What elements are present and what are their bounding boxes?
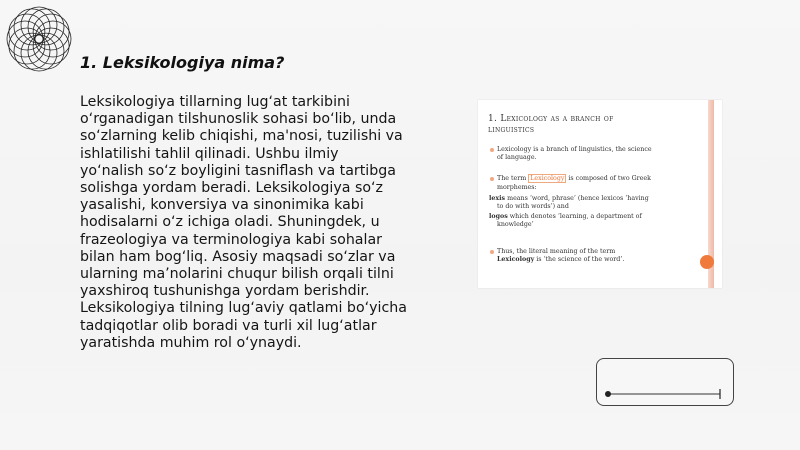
- body-line: o‘rganadigan tilshunoslik sohasi bo‘lib, unda: [80, 111, 397, 128]
- timeline-slider-widget[interactable]: [596, 358, 734, 406]
- reference-text: logos which denotes ‘learning, a department of: [489, 213, 642, 220]
- slide-title: 1. Leksikologiya nima?: [80, 53, 285, 72]
- spirograph-ring: [21, 7, 57, 43]
- spirograph-ring: [21, 35, 57, 71]
- body-line: Leksikologiya tilning lug‘aviy qatlami bo‘yicha: [80, 300, 407, 317]
- spirograph-rings-icon: [4, 4, 74, 74]
- spirograph-ring: [35, 21, 71, 57]
- reference-text: of language.: [497, 154, 537, 161]
- reference-text: Lexicology is ‘the science of the word’.: [497, 256, 625, 263]
- body-line: hodisalarni o‘z ichiga oladi. Shuningdek, u: [80, 214, 380, 231]
- body-line: frazeologiya va terminologiya kabi sohalar: [80, 231, 382, 248]
- slider-start-knob[interactable]: [605, 391, 611, 397]
- reference-title: 1. Lexicology as a branch of linguistics: [488, 114, 614, 135]
- reference-text: knowledge’: [497, 221, 534, 228]
- reference-bullet: The term Lexicology is composed of two Greek: [497, 175, 651, 182]
- reference-text: to do with words’) and: [497, 203, 569, 210]
- spirograph-ring: [7, 21, 43, 57]
- reference-text: morphemes:: [497, 184, 537, 191]
- body-line: yaxshiroq tushunishga yordam berishdir.: [80, 283, 370, 300]
- body-line: yo‘nalish so‘z boyligini tasniflash va tartibga: [80, 162, 396, 179]
- reference-slide-image: [478, 100, 722, 288]
- reference-bullet: Lexicology is a branch of linguistics, the science: [497, 146, 652, 153]
- body-line: bilan ham bog‘liq. Asosiy maqsadi so‘zlar va: [80, 248, 396, 265]
- reference-bullet: Thus, the literal meaning of the term: [497, 248, 616, 255]
- reference-accent-dot: [700, 255, 714, 269]
- body-line: solishga yordam beradi. Leksikologiya so‘z: [80, 180, 383, 197]
- body-line: ularning ma’nolarini chuqur bilish orqali tilni: [80, 266, 394, 283]
- body-line: ishlatilishi tahlil qilinadi. Ushbu ilmiy: [80, 145, 339, 162]
- body-line: yaratishda muhim rol o‘ynaydi.: [80, 334, 302, 351]
- body-line: yasalishi, konversiya va sinonimika kabi: [80, 197, 364, 214]
- timeline-slider-icon: [597, 359, 733, 405]
- reference-text: lexis means ‘word, phrase’ (hence lexicos ‘having: [489, 195, 649, 202]
- body-line: Leksikologiya tillarning lug‘at tarkibini: [80, 94, 350, 110]
- slide-body-text: [80, 94, 432, 352]
- body-line: so‘zlarning kelib chiqishi, ma'nosi, tuzilishi va: [80, 128, 403, 145]
- body-line: tadqiqotlar olib boradi va turli xil lug‘atlar: [80, 317, 377, 334]
